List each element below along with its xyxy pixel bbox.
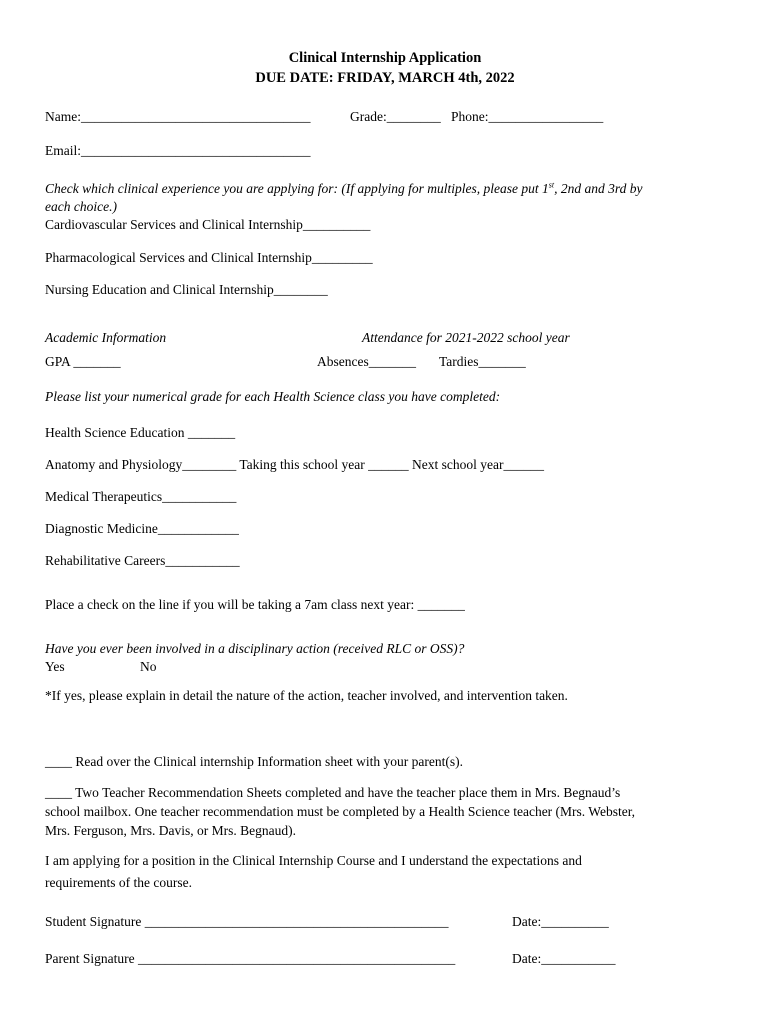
agreement-text-cont: requirements of the course. (45, 875, 192, 890)
option-cardiovascular[interactable]: Cardiovascular Services and Clinical Internship__________ (45, 217, 371, 232)
absences-field[interactable]: Absences_______ (317, 354, 416, 369)
tardies-field[interactable]: Tardies_______ (439, 354, 526, 369)
academic-heading: Academic Information (45, 330, 167, 345)
discipline-yes[interactable]: Yes (45, 659, 65, 674)
parent-signature-field[interactable]: Parent Signature _______________________________________________ (45, 951, 456, 966)
form-title: Clinical Internship Application (288, 50, 482, 66)
grade-health-science-education[interactable]: Health Science Education _______ (45, 425, 236, 440)
discipline-explain: *If yes, please explain in detail the nature of the action, teacher involved, and intervention taken. (45, 688, 568, 703)
grade-medical-therapeutics[interactable]: Medical Therapeutics___________ (45, 489, 237, 504)
student-signature-field[interactable]: Student Signature _____________________________________________ (45, 914, 449, 929)
phone-field[interactable]: Phone:_________________ (451, 109, 604, 124)
checklist-recommendation[interactable]: ____ Two Teacher Recommendation Sheets completed and have the teacher place them in Mrs. Begnaud’s (45, 785, 621, 800)
discipline-no[interactable]: No (140, 659, 157, 674)
grade-rehabilitative-careers[interactable]: Rehabilitative Careers___________ (45, 553, 240, 568)
grade-diagnostic-medicine[interactable]: Diagnostic Medicine____________ (45, 521, 239, 536)
checklist-recommendation-cont2: Mrs. Ferguson, Mrs. Davis, or Mrs. Begnaud). (45, 823, 296, 838)
gpa-field[interactable]: GPA _______ (45, 354, 121, 369)
discipline-question: Have you ever been involved in a disciplinary action (received RLC or OSS)? (45, 641, 465, 656)
parent-date-field[interactable]: Date:___________ (512, 951, 616, 966)
experience-instruction: Check which clinical experience you are applying for: (If applying for multiples, please put 1st, 2nd and 3rd by (45, 180, 643, 196)
email-field[interactable]: Email:__________________________________ (45, 143, 311, 158)
seven-am-check[interactable]: Place a check on the line if you will be taking a 7am class next year: _______ (45, 597, 465, 612)
checklist-recommendation-cont: school mailbox. One teacher recommendation must be completed by a Health Science teacher (Mrs. Webster, (45, 804, 636, 819)
grade-field[interactable]: Grade:________ (350, 109, 441, 124)
option-nursing[interactable]: Nursing Education and Clinical Internship________ (45, 282, 328, 297)
attendance-heading: Attendance for 2021-2022 school year (362, 330, 570, 345)
option-pharmacological[interactable]: Pharmacological Services and Clinical Internship_________ (45, 250, 373, 265)
agreement-text: I am applying for a position in the Clinical Internship Course and I understand the expectations and (45, 853, 582, 868)
name-field[interactable]: Name:__________________________________ (45, 109, 311, 124)
grade-anatomy[interactable]: Anatomy and Physiology________ Taking this school year ______ Next school year______ (45, 457, 544, 472)
due-date: DUE DATE: FRIDAY, MARCH 4th, 2022 (255, 70, 515, 86)
grades-instruction: Please list your numerical grade for each Health Science class you have completed: (45, 389, 501, 404)
student-date-field[interactable]: Date:__________ (512, 914, 609, 929)
checklist-info-sheet[interactable]: ____ Read over the Clinical internship Information sheet with your parent(s). (45, 754, 464, 769)
experience-instruction-cont: each choice.) (45, 199, 117, 214)
